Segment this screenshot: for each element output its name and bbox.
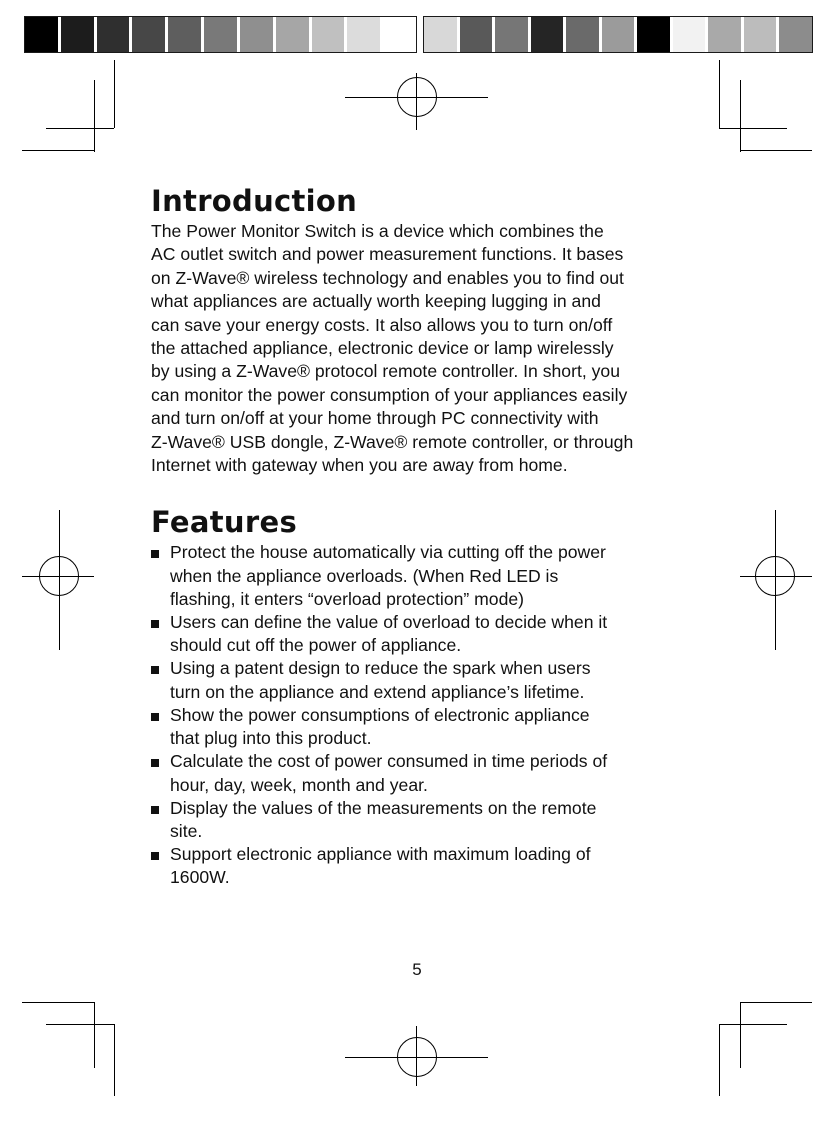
introduction-line: and turn on/off at your home through PC connectivity with [151, 408, 599, 429]
introduction-line: by using a Z-Wave® protocol remote controller. In short, you [151, 361, 620, 382]
crop-mark-top-right-horizontal-outer [740, 150, 812, 151]
features-heading: Features [151, 505, 298, 540]
crop-mark-top-right-vertical [719, 60, 720, 128]
introduction-line: what appliances are actually worth keeping lugging in and [151, 291, 601, 312]
color-swatch [347, 17, 383, 52]
registration-mark-left-circle [39, 556, 79, 596]
crop-mark-top-left-vertical-outer [94, 80, 95, 152]
introduction-line: can save your energy costs. It also allows you to turn on/off [151, 314, 613, 335]
introduction-heading: Introduction [151, 184, 358, 218]
color-swatch [566, 17, 602, 52]
introduction-paragraph [151, 220, 691, 477]
feature-item [151, 843, 691, 889]
color-swatch [495, 17, 531, 52]
color-swatch [383, 17, 416, 52]
feature-line: Display the values of the measurements on the remote [170, 797, 597, 818]
feature-line: Using a patent design to reduce the spark when users [170, 658, 591, 679]
introduction-line: can monitor the power consumption of your appliances easily [151, 384, 628, 405]
square-bullet-icon [151, 806, 159, 814]
color-swatch [276, 17, 312, 52]
feature-line: Protect the house automatically via cutting off the power [170, 542, 606, 563]
color-swatch [460, 17, 496, 52]
crop-mark-bottom-left-vertical-outer [94, 1002, 95, 1068]
introduction-line: AC outlet switch and power measurement functions. It bases [151, 244, 624, 265]
feature-item [151, 797, 691, 843]
crop-mark-bottom-left-horizontal [46, 1024, 114, 1025]
feature-item [151, 611, 691, 657]
introduction-line: Internet with gateway when you are away from home. [151, 455, 568, 476]
crop-mark-bottom-right-horizontal [719, 1024, 787, 1025]
feature-line: turn on the appliance and extend appliance’s lifetime. [170, 681, 585, 702]
crop-mark-bottom-right-vertical-outer [740, 1002, 741, 1068]
crop-mark-bottom-left-horizontal-outer [22, 1002, 94, 1003]
feature-line: site. [170, 820, 203, 841]
registration-mark-bottom-circle [397, 1037, 437, 1077]
introduction-line: on Z-Wave® wireless technology and enables you to find out [151, 267, 624, 288]
feature-line: flashing, it enters “overload protection” mode) [170, 588, 525, 609]
registration-mark-right-circle [755, 556, 795, 596]
feature-line: that plug into this product. [170, 728, 372, 749]
crop-mark-bottom-left-vertical [114, 1024, 115, 1096]
feature-item [151, 750, 691, 796]
color-swatch [673, 17, 709, 52]
square-bullet-icon [151, 666, 159, 674]
square-bullet-icon [151, 620, 159, 628]
crop-mark-top-left-horizontal [46, 128, 114, 129]
introduction-line: Z-Wave® USB dongle, Z-Wave® remote controller, or through [151, 431, 634, 452]
square-bullet-icon [151, 759, 159, 767]
color-swatch [708, 17, 744, 52]
crop-mark-bottom-right-horizontal-outer [740, 1002, 812, 1003]
feature-line: Show the power consumptions of electronic appliance [170, 704, 590, 725]
color-calibration-bar-right [423, 16, 813, 53]
color-swatch [779, 17, 812, 52]
feature-line: 1600W. [170, 867, 230, 888]
page-number: 5 [412, 960, 422, 979]
introduction-line: The Power Monitor Switch is a device which combines the [151, 221, 604, 241]
features-list [151, 541, 691, 889]
color-swatch [744, 17, 780, 52]
crop-mark-top-right-vertical-outer [740, 80, 741, 152]
color-swatch [132, 17, 168, 52]
feature-line: Support electronic appliance with maximum loading of [170, 844, 591, 865]
page-content [151, 182, 691, 890]
color-swatch [168, 17, 204, 52]
color-swatch [240, 17, 276, 52]
color-swatch [61, 17, 97, 52]
feature-item [151, 541, 691, 611]
color-swatch [204, 17, 240, 52]
color-swatch [424, 17, 460, 52]
color-swatch [602, 17, 638, 52]
introduction-line: the attached appliance, electronic device or lamp wirelessly [151, 338, 614, 359]
feature-item [151, 704, 691, 750]
crop-mark-top-left-vertical [114, 60, 115, 128]
color-swatch [531, 17, 567, 52]
square-bullet-icon [151, 852, 159, 860]
square-bullet-icon [151, 713, 159, 721]
square-bullet-icon [151, 550, 159, 558]
color-swatch [97, 17, 133, 52]
registration-mark-top-circle [397, 77, 437, 117]
feature-line: Calculate the cost of power consumed in time periods of [170, 751, 608, 772]
color-calibration-bar-left [24, 16, 417, 53]
color-swatch [637, 17, 673, 52]
feature-line: should cut off the power of appliance. [170, 635, 462, 656]
feature-line: Users can define the value of overload to decide when it [170, 612, 608, 633]
feature-line: when the appliance overloads. (When Red LED is [170, 565, 559, 586]
color-swatch [312, 17, 348, 52]
color-swatch [25, 17, 61, 52]
crop-mark-top-left-horizontal-outer [22, 150, 94, 151]
feature-item [151, 657, 691, 703]
crop-mark-top-right-horizontal [719, 128, 787, 129]
feature-line: hour, day, week, month and year. [170, 774, 428, 795]
crop-mark-bottom-right-vertical [719, 1024, 720, 1096]
